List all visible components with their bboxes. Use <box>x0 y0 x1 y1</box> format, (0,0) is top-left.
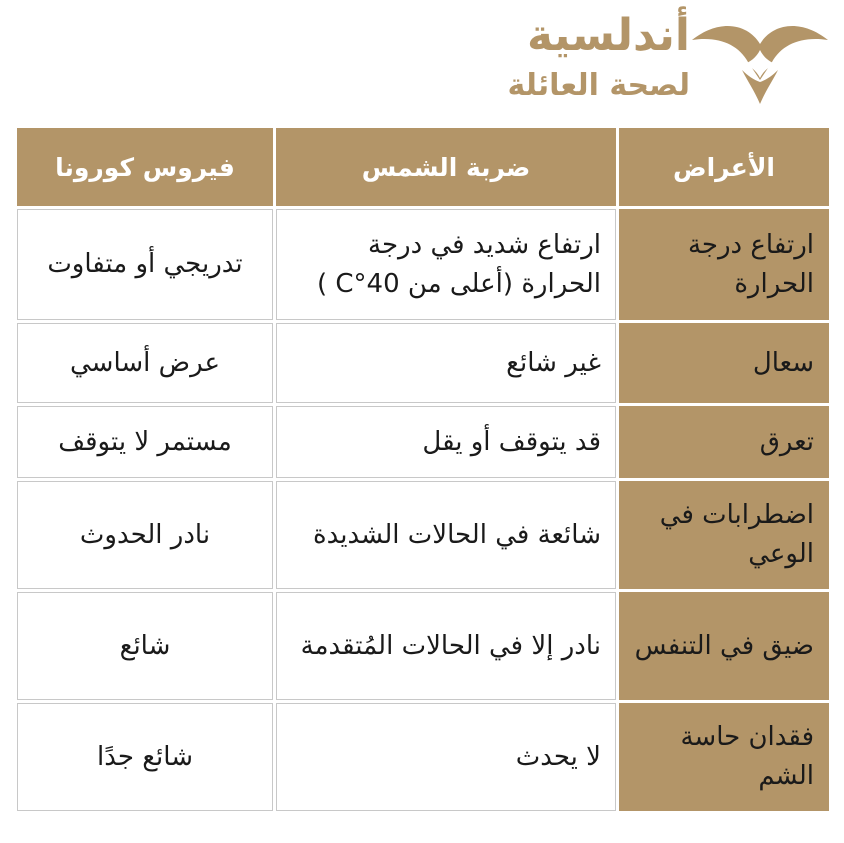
table-row <box>17 406 829 478</box>
covid-cell: نادر الحدوث <box>17 481 273 589</box>
table-row <box>17 592 829 700</box>
covid-cell: مستمر لا يتوقف <box>17 406 273 478</box>
heatstroke-cell: نادر إلا في الحالات المُتقدمة <box>276 592 616 700</box>
covid-cell: شائع جدًا <box>17 703 273 811</box>
heatstroke-cell: غير شائع <box>276 323 616 403</box>
header <box>0 0 844 120</box>
header-heatstroke: ضربة الشمس <box>276 128 616 206</box>
covid-cell: شائع <box>17 592 273 700</box>
header-covid: فيروس كورونا <box>17 128 273 206</box>
symptom-cell: فقدان حاسة الشم <box>619 703 829 811</box>
brand-subtitle: لصحة العائلة <box>507 68 690 103</box>
table-row <box>17 323 829 403</box>
table-header-row <box>17 128 829 206</box>
heatstroke-cell: ارتفاع شديد في درجة الحرارة (أعلى من 40°C ) <box>276 209 616 320</box>
brand-logo-icon <box>690 10 830 110</box>
heatstroke-cell: قد يتوقف أو يقل <box>276 406 616 478</box>
symptom-cell: ارتفاع درجة الحرارة <box>619 209 829 320</box>
table-row <box>17 703 829 811</box>
symptom-cell: ضيق في التنفس <box>619 592 829 700</box>
heatstroke-cell: شائعة في الحالات الشديدة <box>276 481 616 589</box>
brand-name: أندلسية <box>527 10 690 61</box>
table-row <box>17 481 829 589</box>
covid-cell: تدريجي أو متفاوت <box>17 209 273 320</box>
brand-wordmark <box>440 8 690 106</box>
symptom-cell: تعرق <box>619 406 829 478</box>
heatstroke-cell: لا يحدث <box>276 703 616 811</box>
covid-cell: عرض أساسي <box>17 323 273 403</box>
table-row <box>17 209 829 320</box>
symptom-cell: سعال <box>619 323 829 403</box>
symptom-cell: اضطرابات في الوعي <box>619 481 829 589</box>
comparison-table <box>14 125 832 814</box>
header-symptoms: الأعراض <box>619 128 829 206</box>
